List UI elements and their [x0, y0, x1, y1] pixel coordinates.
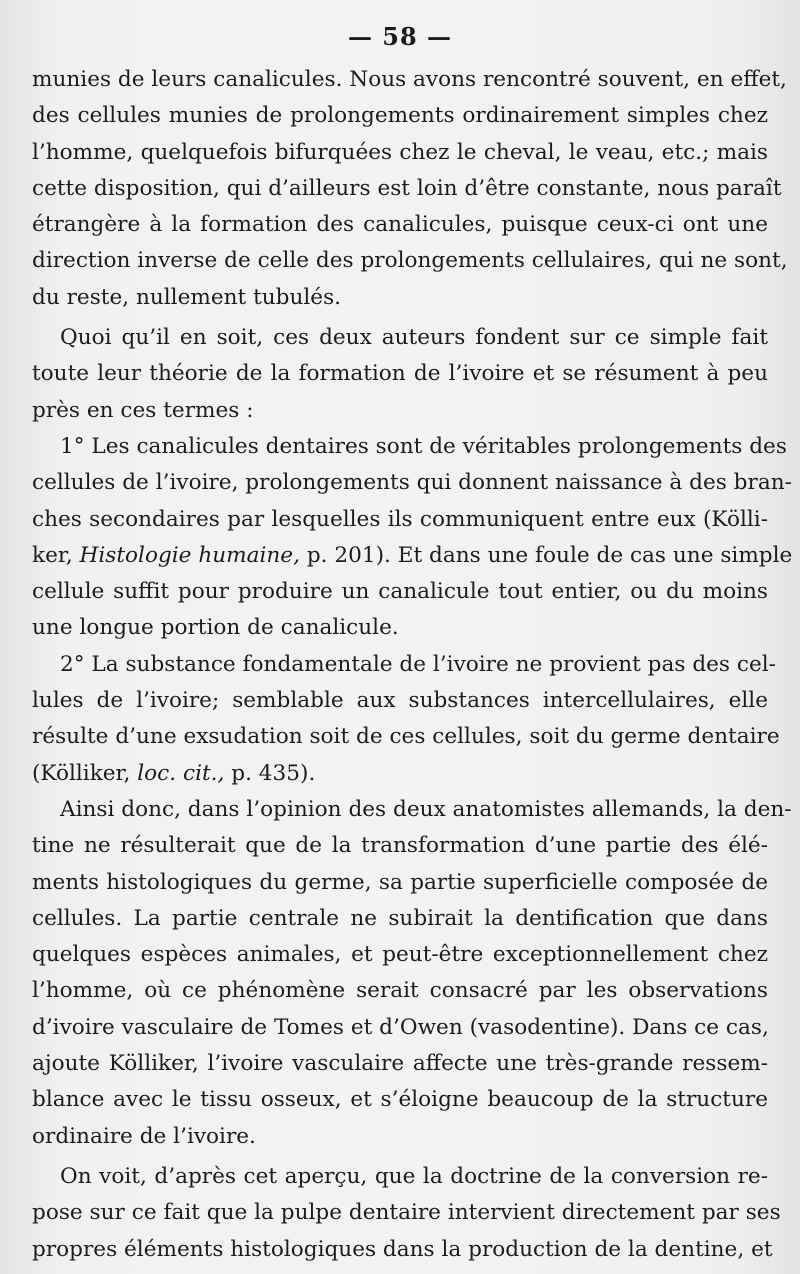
text-line: du reste, nullement tubulés. — [32, 284, 342, 310]
text-line: l’homme, quelquefois bifurquées chez le cheval, le veau, etc.; mais — [32, 139, 768, 165]
text-line: tine ne résulterait que de la transformation d’une partie des élé- — [32, 833, 768, 859]
text-line: Quoi qu’il en soit, ces deux auteurs fondent sur ce simple fait — [60, 325, 768, 351]
text-line: 2° La substance fondamentale de l’ivoire ne provient pas des cel- — [60, 651, 776, 677]
text-line: des cellules munies de prolongements ordinairement simples chez — [32, 103, 768, 129]
text-line: d’ivoire vasculaire de Tomes et d’Owen (vasodentine). Dans ce cas, — [32, 1014, 769, 1040]
text-line: ches secondaires par lesquelles ils communiquent entre eux (Kölli- — [32, 506, 768, 532]
text-line: quelques espèces animales, et peut-être exceptionnellement chez — [32, 942, 768, 968]
text-segment: p. 435). — [224, 760, 316, 786]
text-line: direction inverse de celle des prolongements cellulaires, qui ne sont, — [32, 248, 788, 274]
text-segment: ker, — [32, 542, 80, 568]
body-text — [32, 62, 793, 1268]
text-line: cellules. La partie centrale ne subirait la dentification que dans — [32, 905, 768, 931]
text-line: lules de l’ivoire; semblable aux substances intercellulaires, elle — [32, 688, 768, 714]
page-number: — 58 — — [347, 22, 453, 51]
text-line: ments histologiques du germe, sa partie superficielle composée de — [32, 869, 768, 895]
text-segment: p. 201). Et dans une foule de cas une simple — [299, 542, 793, 568]
text-line: blance avec le tissu osseux, et s’éloigne beaucoup de la structure — [32, 1087, 768, 1113]
text-line: 1° Les canalicules dentaires sont de véritables prolongements des — [60, 433, 787, 459]
text-segment: (Kölliker, — [32, 760, 138, 786]
italic-citation: Histologie humaine, — [79, 542, 300, 568]
text-line: cellule suffit pour produire un canalicule tout entier, ou du moins — [32, 579, 768, 605]
text-line: près en ces termes : — [32, 397, 254, 423]
text-line: ordinaire de l’ivoire. — [32, 1123, 256, 1149]
text-line: Ainsi donc, dans l’opinion des deux anatomistes allemands, la den- — [60, 796, 792, 822]
text-line: toute leur théorie de la formation de l’ivoire et se résument à peu — [32, 361, 768, 387]
text-line-with-italic — [32, 756, 768, 792]
text-line-with-italic — [32, 538, 793, 574]
text-line: munies de leurs canalicules. Nous avons rencontré souvent, en effet, — [32, 67, 787, 92]
text-line: l’homme, où ce phénomène serait consacré par les observations — [32, 978, 768, 1004]
text-line: propres éléments histologiques dans la production de la dentine, et — [32, 1236, 773, 1262]
italic-citation: loc. cit., — [137, 760, 225, 786]
text-line: pose sur ce fait que la pulpe dentaire intervient directement par ses — [32, 1200, 781, 1226]
text-line: une longue portion de canalicule. — [32, 615, 399, 641]
text-line: cellules de l’ivoire, prolongements qui donnent naissance à des bran- — [32, 470, 792, 496]
text-line: cette disposition, qui d’ailleurs est loin d’être constante, nous paraît — [32, 175, 782, 201]
text-line: résulte d’une exsudation soit de ces cellules, soit du germe dentaire — [32, 724, 780, 750]
text-line: On voit, d’après cet aperçu, que la doctrine de la conversion re- — [60, 1163, 768, 1189]
text-line: étrangère à la formation des canalicules, puisque ceux-ci ont une — [32, 212, 768, 238]
text-line: ajoute Kölliker, l’ivoire vasculaire affecte une très-grande ressem- — [32, 1051, 768, 1077]
